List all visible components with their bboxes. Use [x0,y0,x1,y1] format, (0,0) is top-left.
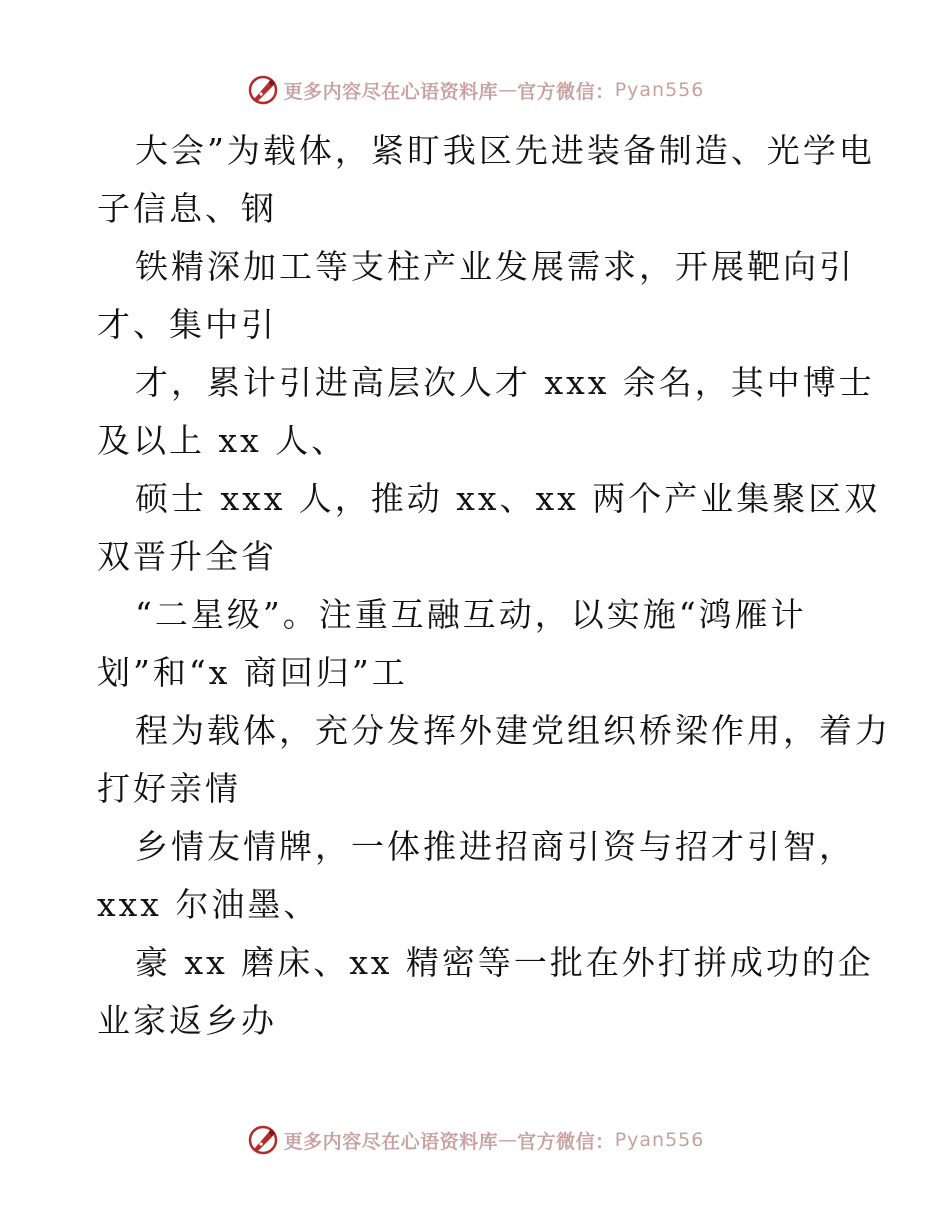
paragraph-6 [97,702,897,818]
paragraph-1 [97,122,897,238]
footer-wechat-label: 官方微信： [517,1130,615,1153]
paragraph-line: 业家返乡办 [97,1001,277,1040]
paragraph-line: “二星级”。注重互融互动，以实施“鸿雁计 [135,595,807,634]
footer-wechat-id: Pyan556 [614,1129,705,1151]
footer-separator: — [498,1129,518,1151]
paragraph-line: 才、集中引 [97,305,277,344]
page-header-banner [0,70,950,110]
paragraph-line: 及以上 xx 人、 [97,421,348,460]
paragraph-7 [97,818,897,934]
paragraph-8 [97,934,897,1050]
header-wechat-label: 官方微信： [517,80,615,103]
paragraph-line: 双晋升全省 [97,537,277,576]
paragraph-line: 才，累计引进高层次人才 xxx 余名，其中博士 [135,363,875,402]
paragraph-4 [97,470,897,586]
footer-site-text: 更多内容尽在心语资料库 [283,1130,499,1153]
pen-nib-logo-icon [246,1123,280,1157]
paragraph-line: 子信息、钢 [97,189,277,228]
paragraph-line: 大会”为载体，紧盯我区先进装备制造、光学电 [135,131,875,170]
paragraph-3 [97,354,897,470]
header-separator: — [498,79,518,101]
page-footer-banner [0,1120,950,1160]
paragraph-line: 豪 xx 磨床、xx 精密等一批在外打拼成功的企 [135,943,874,982]
pen-nib-logo-icon [246,73,280,107]
paragraph-line: 打好亲情 [97,769,241,808]
paragraph-line: 硕士 xxx 人，推动 xx、xx 两个产业集聚区双 [135,479,881,518]
paragraph-5 [97,586,897,702]
paragraph-line: 铁精深加工等支柱产业发展需求，开展靶向引 [135,247,855,286]
paragraph-line: 乡情友情牌，一体推进招商引资与招才引智， [135,827,855,866]
paragraph-line: xxx 尔油墨、 [97,885,320,924]
paragraph-line: 划”和“x 商回归”工 [97,653,408,692]
header-site-text: 更多内容尽在心语资料库 [283,80,499,103]
paragraph-2 [97,238,897,354]
paragraph-line: 程为载体，充分发挥外建党组织桥梁作用，着力 [135,711,891,750]
document-body [97,122,897,1050]
header-wechat-id: Pyan556 [614,79,705,101]
